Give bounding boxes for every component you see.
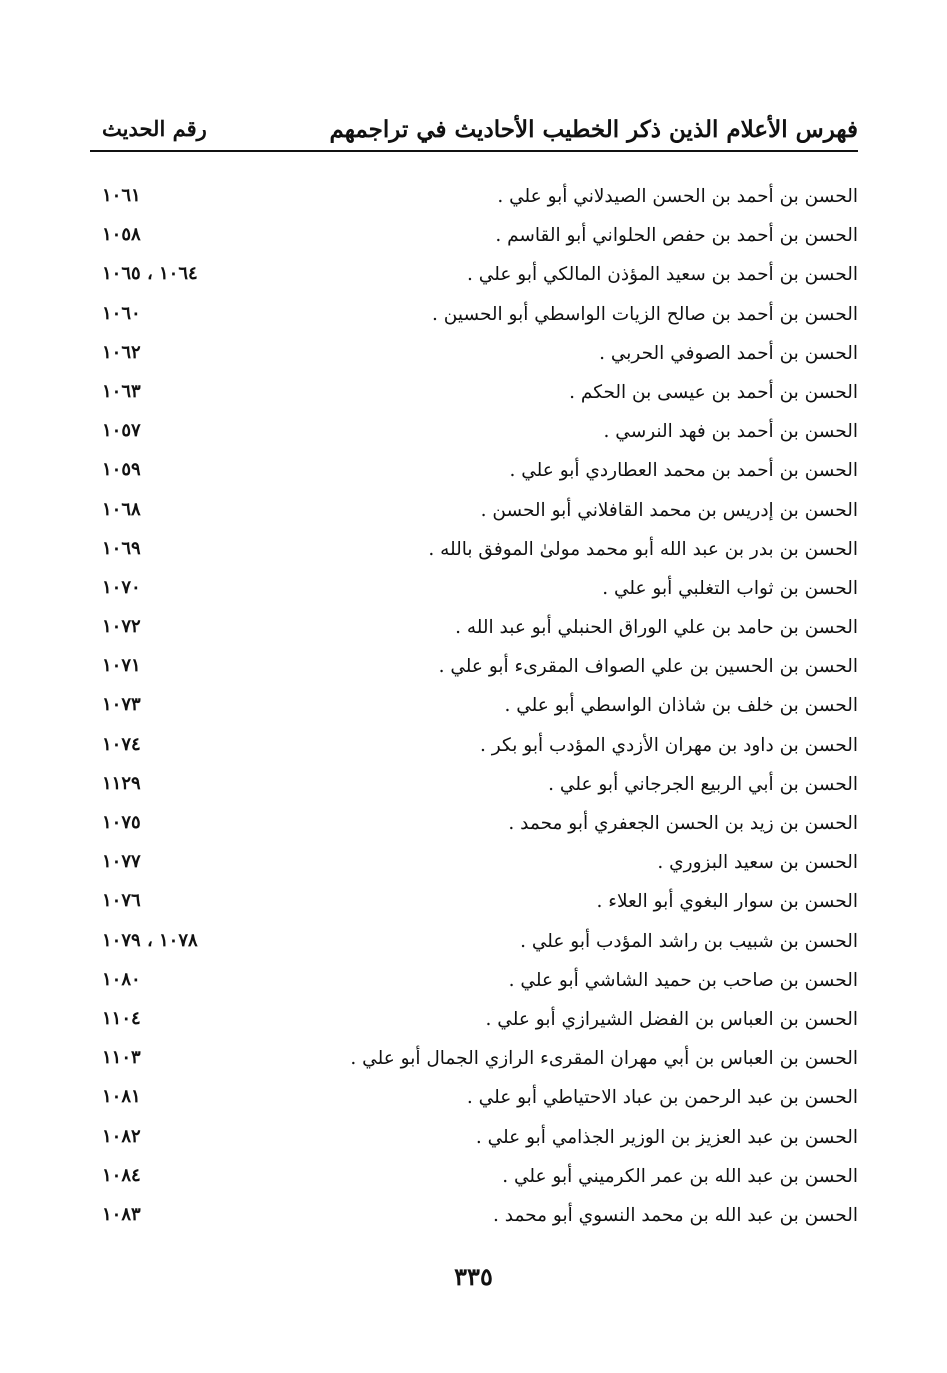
entry-name: الحسن بن أحمد بن الحسن الصيدلاني أبو علي . — [497, 186, 858, 207]
index-entry — [90, 533, 858, 572]
entry-name: الحسن بن أحمد بن محمد العطاردي أبو علي . — [509, 460, 858, 482]
entry-name: الحسن بن بدر بن عبد الله أبو محمد مولىٰ الموفق بالله . — [428, 538, 858, 560]
entry-hadith-numbers: ١٠٧٠ — [102, 576, 141, 598]
entry-hadith-numbers: ١٠٧٦ — [102, 890, 141, 912]
entry-name: الحسن بن داود بن مهران الأزدي المؤدب أبو بكر . — [480, 734, 858, 756]
index-entry — [90, 1160, 858, 1199]
index-entry — [90, 1042, 858, 1081]
entry-hadith-numbers: ١٠٨١ — [102, 1086, 141, 1108]
entry-hadith-numbers: ١٠٧٧ — [102, 851, 141, 873]
entry-hadith-numbers: ١١٢٩ — [102, 772, 141, 794]
entry-hadith-numbers: ١٠٦٤ ، ١٠٦٥ — [102, 263, 198, 285]
entry-hadith-numbers: ١٠٧٣ — [102, 694, 141, 716]
index-entry — [90, 572, 858, 611]
entry-hadith-numbers: ١٠٨٠ — [102, 968, 141, 990]
entry-hadith-numbers: ١٠٥٧ — [102, 420, 141, 442]
entry-hadith-numbers: ١٠٨٢ — [102, 1125, 141, 1147]
entry-name: الحسن بن العباس بن الفضل الشيرازي أبو علي . — [485, 1008, 858, 1030]
entry-name: الحسن بن أبي الربيع الجرجاني أبو علي . — [548, 773, 858, 795]
entry-name: الحسن بن أحمد بن حفص الحلواني أبو القاسم . — [495, 225, 858, 247]
entry-hadith-numbers: ١٠٧٥ — [102, 812, 141, 833]
index-entry — [90, 650, 858, 689]
entry-hadith-numbers: ١٠٥٨ — [102, 224, 141, 246]
entry-hadith-numbers: ١٠٦٢ — [102, 341, 141, 363]
index-entry — [90, 258, 858, 297]
entry-name: الحسن بن عبد العزيز بن الوزير الجذامي أبو علي . — [475, 1126, 858, 1148]
index-entry — [90, 415, 858, 454]
entry-hadith-numbers: ١٠٦٣ — [102, 380, 141, 402]
entry-name: الحسن بن أحمد بن فهد النرسي . — [603, 421, 858, 443]
index-entry — [90, 1081, 858, 1120]
index-entry — [90, 454, 858, 493]
entry-name: الحسن بن الحسين بن علي الصواف المقرىء أبو علي . — [438, 656, 858, 678]
index-entry — [90, 964, 858, 1003]
entry-name: الحسن بن زيد بن الحسن الجعفري أبو محمد . — [508, 813, 858, 834]
index-entry — [90, 1199, 858, 1238]
hadith-number-column-label: رقم الحديث — [102, 116, 207, 141]
entry-hadith-numbers: ١٠٨٣ — [102, 1203, 141, 1225]
entry-name: الحسن بن عبد الرحمن بن عباد الاحتياطي أبو علي . — [466, 1087, 858, 1109]
entry-name: الحسن بن أحمد بن سعيد المؤذن المالكي أبو علي . — [467, 264, 858, 286]
index-entry — [90, 494, 858, 533]
index-entry — [90, 807, 858, 846]
entry-hadith-numbers: ١٠٧١ — [102, 655, 141, 677]
entry-hadith-numbers: ١٠٨٤ — [102, 1164, 141, 1186]
entry-name: الحسن بن خلف بن شاذان الواسطي أبو علي . — [504, 695, 858, 717]
entry-name: الحسن بن أحمد بن عيسى بن الحكم . — [569, 381, 858, 403]
entry-hadith-numbers: ١٠٧٢ — [102, 616, 141, 638]
entry-name: الحسن بن عبد الله بن عمر الكرميني أبو علي . — [502, 1165, 858, 1187]
entry-name: الحسن بن سوار البغوي أبو العلاء . — [596, 891, 858, 913]
entry-name: الحسن بن أحمد الصوفي الحربي . — [599, 342, 858, 364]
index-entry — [90, 219, 858, 258]
entry-hadith-numbers: ١٠٦١ — [102, 185, 141, 206]
entry-name: الحسن بن ثواب التغلبي أبو علي . — [602, 577, 858, 599]
index-entry — [90, 611, 858, 650]
entry-name: الحسن بن صاحب بن حميد الشاشي أبو علي . — [508, 969, 858, 991]
index-entry — [90, 1121, 858, 1160]
index-entry — [90, 768, 858, 807]
index-entry — [90, 885, 858, 924]
entry-name: الحسن بن عبد الله بن محمد النسوي أبو محمد . — [493, 1204, 858, 1226]
index-entry — [90, 376, 858, 415]
page-title: فهرس الأعلام الذين ذكر الخطيب الأحاديث في تراجمهم — [329, 116, 858, 143]
index-entry — [90, 298, 858, 337]
index-entry — [90, 1003, 858, 1042]
entry-hadith-numbers: ١٠٦٨ — [102, 498, 141, 520]
entry-hadith-numbers: ١٠٦٠ — [102, 302, 141, 324]
entry-name: الحسن بن شبيب بن راشد المؤدب أبو علي . — [520, 930, 858, 952]
entry-hadith-numbers: ١٠٦٩ — [102, 537, 141, 559]
index-entry — [90, 846, 858, 885]
entry-name: الحسن بن العباس بن أبي مهران المقرىء الرازي الجمال أبو علي . — [350, 1048, 858, 1070]
entry-name: الحسن بن أحمد بن صالح الزيات الواسطي أبو الحسين . — [432, 303, 858, 325]
header-divider — [90, 150, 858, 152]
entry-hadith-numbers: ١١٠٤ — [102, 1007, 141, 1029]
index-entry — [90, 689, 858, 728]
page-header — [90, 108, 858, 152]
index-entry — [90, 729, 858, 768]
index-entry — [90, 180, 858, 219]
entry-hadith-numbers: ١١٠٣ — [102, 1047, 141, 1069]
entry-hadith-numbers: ١٠٧٨ ، ١٠٧٩ — [102, 929, 198, 951]
index-entry — [90, 925, 858, 964]
entry-hadith-numbers: ١٠٥٩ — [102, 459, 141, 481]
entry-hadith-numbers: ١٠٧٤ — [102, 733, 141, 755]
index-entry-list — [90, 180, 858, 1238]
entry-name: الحسن بن حامد بن علي الوراق الحنبلي أبو عبد الله . — [455, 617, 858, 639]
entry-name: الحسن بن سعيد البزوري . — [657, 852, 858, 874]
index-entry — [90, 337, 858, 376]
page-number: ٣٣٥ — [454, 1262, 493, 1291]
entry-name: الحسن بن إدريس بن محمد القافلاني أبو الحسن . — [480, 499, 858, 521]
